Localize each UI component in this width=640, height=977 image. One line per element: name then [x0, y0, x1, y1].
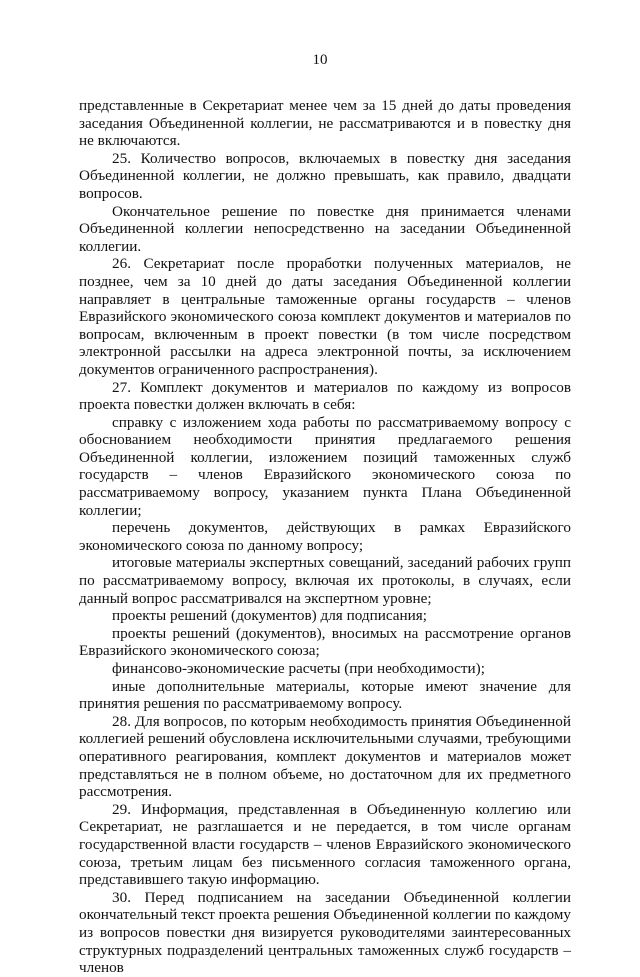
- paragraph-26: 26. Секретариат после проработки полученных материалов, не позднее, чем за 10 дней до даты заседания Объединенной коллегии направляет в центральные таможенные органы государств – членов Евразийского экономического союза комплект документов и материалов по вопросам, включенным в проект повестки (в том числе посредством электронной рассылки на адреса электронной почты, за исключением документов ограниченного распространения).: [79, 255, 571, 378]
- paragraph-27: 27. Комплект документов и материалов по каждому из вопросов проекта повестки должен включать в себя:: [79, 378, 571, 414]
- paragraph-continuation: представленные в Секретариат менее чем за 15 дней до даты проведения заседания Объединенной коллегии, не рассматриваются и в повестку дня не включаются.: [79, 97, 571, 150]
- paragraph-final-decision: Окончательное решение по повестке дня принимается членами Объединенной коллегии непосредственно на заседании Объединенной коллегии.: [79, 202, 571, 255]
- list-item-reference: справку с изложением хода работы по рассматриваемому вопросу с обоснованием необходимости принятия предлагаемого решения Объединенной коллегии, изложением позиций таможенных служб государств – членов Евразийского экономического союза по рассматриваемому вопросу, указанием пункта Плана Объединенной коллегии;: [79, 413, 571, 519]
- list-item-financial-calculations: финансово-экономические расчеты (при необходимости);: [112, 660, 485, 677]
- list-item-draft-decisions: проекты решений (документов) для подписания;: [112, 607, 427, 625]
- page-number: 10: [312, 52, 328, 68]
- paragraph-25: 25. Количество вопросов, включаемых в повестку дня заседания Объединенной коллегии, не должно превышать, как правило, двадцати вопросов.: [79, 149, 571, 202]
- paragraph-30: 30. Перед подписанием на заседании Объединенной коллегии окончательный текст проекта решения Объединенной коллегии по каждому из вопросов повестки дня визируется руководителями заинтересованных структурных подразделений центральных таможенных служб государств – членов: [79, 888, 571, 977]
- list-item-draft-eaeu-decisions: проекты решений (документов), вносимых на рассмотрение органов Евразийского экономического союза;: [79, 624, 571, 660]
- list-item-document-list: перечень документов, действующих в рамках Евразийского экономического союза по данному вопросу;: [79, 519, 571, 554]
- document-body: [79, 97, 571, 977]
- list-item-other-materials: иные дополнительные материалы, которые имеют значение для принятия решения по рассматриваемому вопросу.: [79, 677, 571, 713]
- paragraph-28: 28. Для вопросов, по которым необходимость принятия Объединенной коллегией решений обусловлена исключительными случаями, требующими оперативного реагирования, комплект документов и материалов может представляться не в полном объеме, но достаточном для их предметного рассмотрения.: [79, 712, 571, 801]
- paragraph-29: 29. Информация, представленная в Объединенную коллегию или Секретариат, не разглашается и не передается, в том числе органам государственной власти государств – членов Евразийского экономического союза, третьим лицам без письменного согласия таможенного органа, представившего такую информацию.: [79, 800, 571, 889]
- list-item-expert-materials: итоговые материалы экспертных совещаний, заседаний рабочих групп по рассматриваемому вопросу, включая их протоколы, в случаях, если данный вопрос рассматривался на экспертном уровне;: [79, 554, 571, 607]
